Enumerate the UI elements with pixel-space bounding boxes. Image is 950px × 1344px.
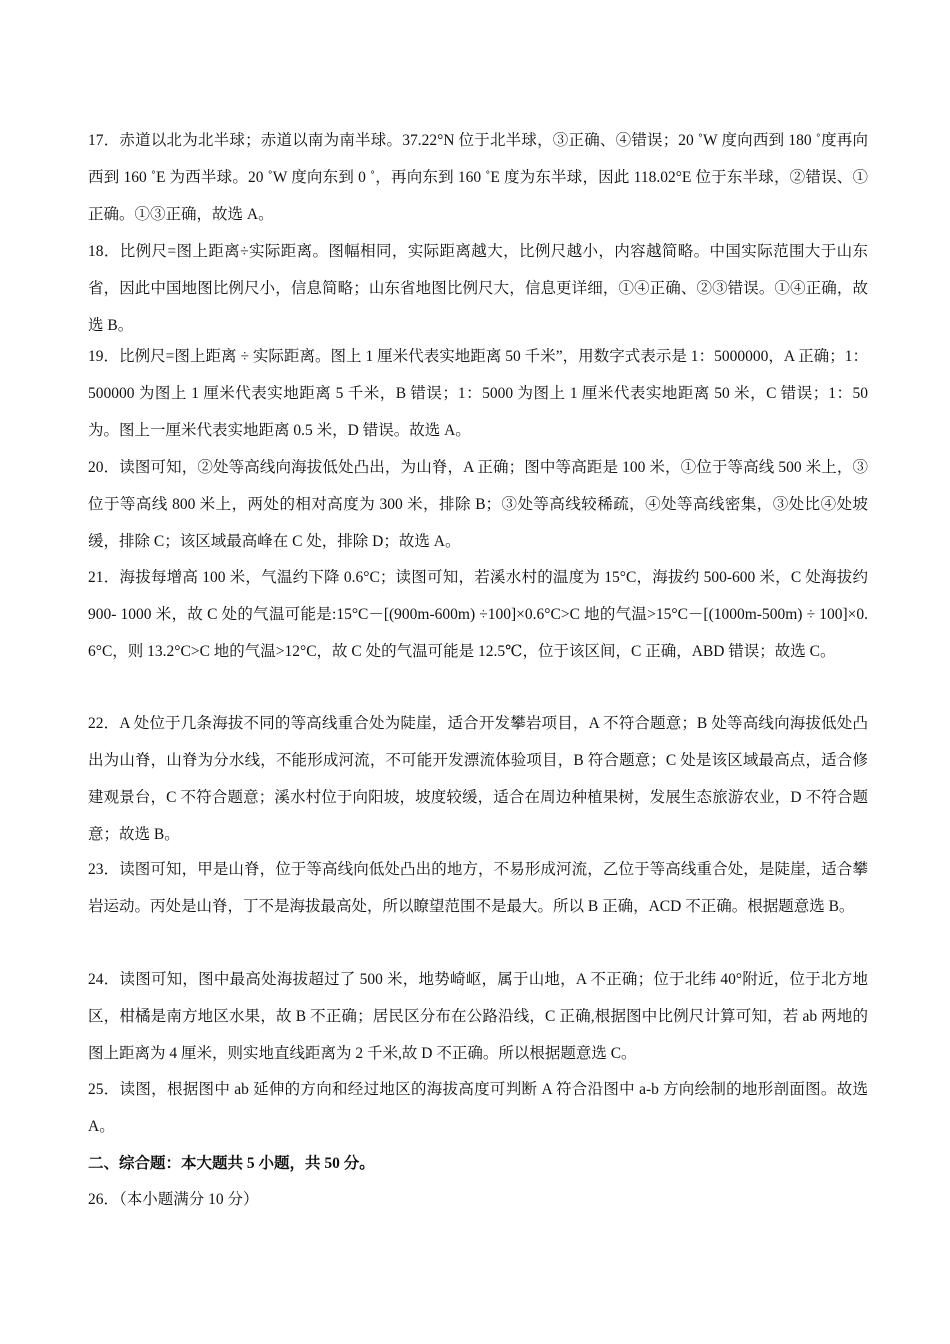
answer-22: 22．A 处位于几条海拔不同的等高线重合处为陡崖，适合开发攀岩项目，A 不符合题意；B 处等高线向海拔低处凸出为山脊，山脊为分水线，不能形成河流，不可能开发漂流体验项目，B 符合题意；C 处是该区域最高点，适合修建观景台，C 不符合题意；溪水村位于向阳坡，坡度较缓，适合在周边种植果树，发展生态旅游农业，D 不符合题意；故选 B。 — [88, 715, 868, 843]
answer-25: 25．读图，根据图中 ab 延伸的方向和经过地区的海拔高度可判断 A 符合沿图中 a-b 方向绘制的地形剖面图。故选 A。 — [88, 1081, 868, 1135]
question-26-intro: 26．（本小题满分 10 分） — [88, 1191, 259, 1208]
answer-23: 23．读图可知，甲是山脊，位于等高线向低处凸出的地方，不易形成河流，乙位于等高线重合处，是陡崖，适合攀岩运动。丙处是山脊，丁不是海拔最高处，所以瞭望范围不是最大。所以 B 正确，ACD 不正确。根据题意选 B。 — [88, 861, 868, 915]
answer-24: 24．读图可知，图中最高处海拔超过了 500 米，地势崎岖，属于山地，A 不正确；位于北纬 40°附近，位于北方地区，柑橘是南方地区水果，故 B 不正确；居民区分布在公路沿线，C 正确,根据图中比例尺计算可知，若 ab 两地的图上距离为 4 厘米，则实地直线距离为 2 千米,故 D 不正确。所以根据题意选 C。 — [88, 971, 868, 1062]
answer-18: 18．比例尺=图上距离÷实际距离。图幅相同，实际距离越大，比例尺越小，内容越简略。中国实际范围大于山东省，因此中国地图比例尺小，信息简略；山东省地图比例尺大，信息更详细，①④正确、②③错误。①④正确，故选 B。 — [88, 243, 868, 334]
answer-20: 20．读图可知，②处等高线向海拔低处凸出，为山脊，A 正确；图中等高距是 100 米，①位于等高线 500 米上，③位于等高线 800 米上，两处的相对高度为 300 米，排除 B；③处等高线较稀疏，④处等高线密集，③处比④处坡缓，排除 C；该区域最高峰在 C 处，排除 D；故选 A。 — [88, 459, 868, 550]
answer-19: 19．比例尺=图上距离 ÷ 实际距离。图上 1 厘米代表实地距离 50 千米”，用数字式表示是 1：5000000，A 正确；1：500000 为图上 1 厘米代表实地距离 5 千米，B 错误；1：5000 为图上 1 厘米代表实地距离 50 米，C 错误；1：50 为。图上一厘米代表实地距离 0.5 米，D 错误。故选 A。 — [88, 348, 868, 439]
section-heading: 二、综合题：本大题共 5 小题，共 50 分。 — [88, 1155, 375, 1172]
answer-21: 21．海拔每增高 100 米，气温约下降 0.6°C；读图可知，若溪水村的温度为 15°C，海拔约 500-600 米，C 处海拔约 900- 1000 米，故 C 处的气温可能是:15°C－[(900m-600m) ÷100]×0.6°C>C 地的气温>15°C－[(1000m-500m) ÷ 100]×0.6°C，则 13.2°C>C 地的气温>12°C，故 C 处的气温可能是 12.5℃，位于该区间，C 正确，ABD 错误；故选 C。 — [88, 569, 868, 660]
answer-17: 17．赤道以北为北半球；赤道以南为南半球。37.22°N 位于北半球，③正确、④错误；20 ˚W 度向西到 180 ˚度再向西到 160 ˚E 为西半球。20 ˚W 度向东到 0 ˚，再向东到 160 ˚E 度为东半球，因此 118.02°E 位于东半球，②错误、①正确。①③正确，故选 A。 — [88, 132, 868, 223]
